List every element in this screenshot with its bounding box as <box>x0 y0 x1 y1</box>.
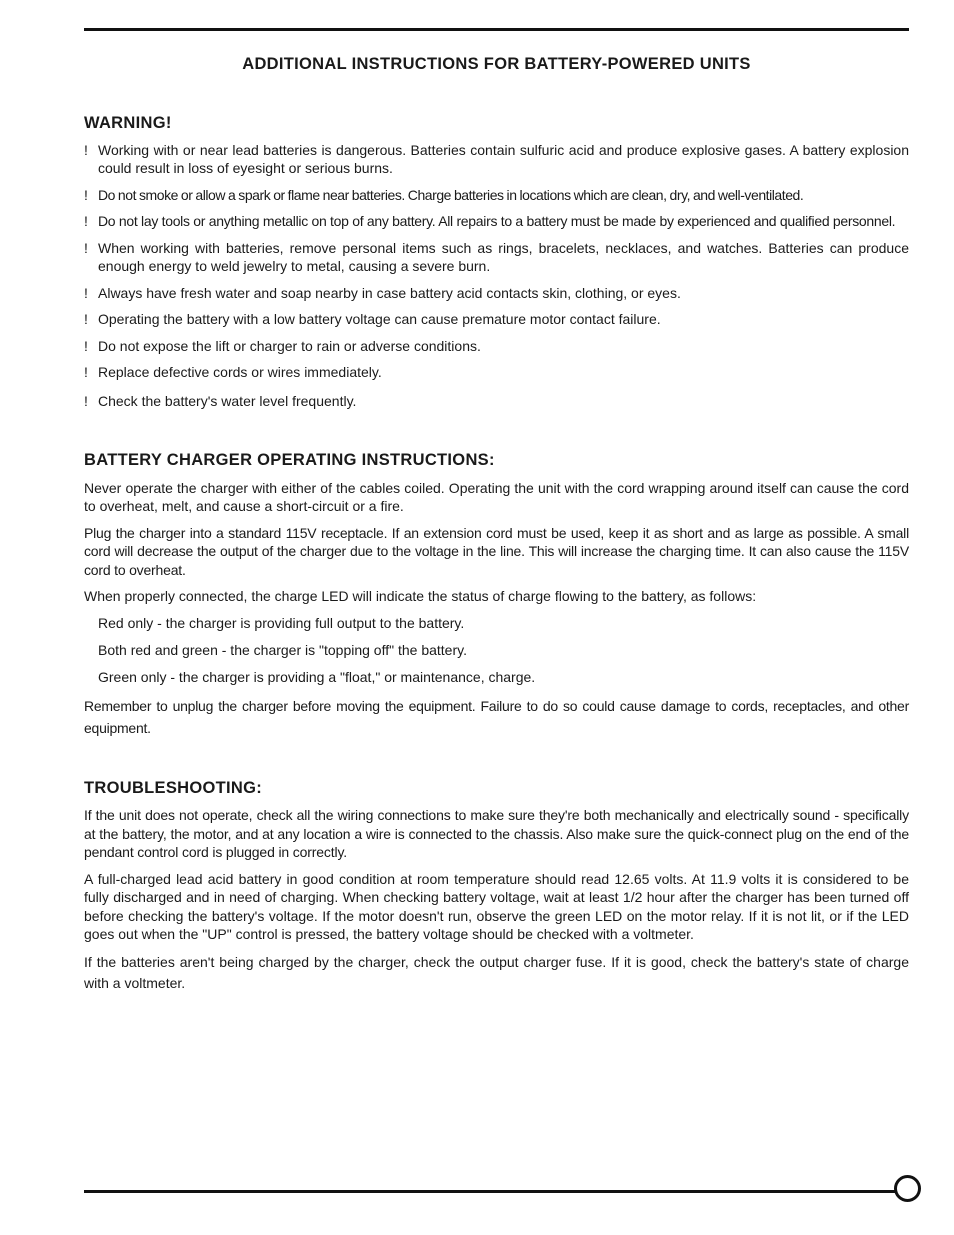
warning-heading: WARNING! <box>84 114 172 132</box>
warning-item-text: Do not expose the lift or charger to rain or adverse conditions. <box>98 337 481 354</box>
charger-heading: BATTERY CHARGER OPERATING INSTRUCTIONS: <box>84 451 495 469</box>
warning-list <box>84 141 909 411</box>
bullet-glyph: ! <box>84 186 88 203</box>
list-item <box>84 310 909 329</box>
warning-item-text: Always have fresh water and soap nearby in case battery acid contacts skin, clothing, or eyes. <box>98 284 681 301</box>
warning-section <box>84 114 909 410</box>
list-item <box>84 186 909 205</box>
list-item <box>84 212 909 231</box>
troubleshooting-paragraph: A full-charged lead acid battery in good condition at room temperature should read 12.65 volts. At 11.9 volts it is considered to be fully discharged and in need of charging. When checking battery voltage, wait at least 1/2 hour after the charger has been turned off before checking the battery's voltage. If the motor doesn't run, observe the green LED on the motor relay. If it is not lit, or if the LED goes out when the "UP" control is pressed, the battery voltage should be checked with a voltmeter. <box>84 870 909 942</box>
list-item <box>84 392 909 411</box>
led-status-red-green: Both red and green - the charger is "topping off" the battery. <box>98 641 467 658</box>
list-item <box>84 363 909 382</box>
warning-item-text: When working with batteries, remove personal items such as rings, bracelets, necklaces, and watches. Batteries can produce enough energy to weld jewelry to metal, causing a severe burn. <box>98 239 909 274</box>
bullet-glyph: ! <box>84 364 88 380</box>
charger-paragraph: Remember to unplug the charger before moving the equipment. Failure to do so could cause damage to cords, receptacles, and other equipment. <box>84 697 909 736</box>
led-status-green: Green only - the charger is providing a "float," or maintenance, charge. <box>98 668 536 685</box>
bullet-glyph: ! <box>84 239 88 256</box>
list-item <box>84 141 909 178</box>
list-item <box>84 284 909 303</box>
warning-item-text: Replace defective cords or wires immediately. <box>98 364 382 380</box>
bullet-glyph: ! <box>84 311 88 327</box>
bullet-glyph: ! <box>84 337 88 354</box>
bottom-rule <box>84 1190 896 1193</box>
document-body <box>84 114 909 1002</box>
led-status-red: Red only - the charger is providing full output to the battery. <box>98 614 465 631</box>
bullet-glyph: ! <box>84 284 88 301</box>
charger-section <box>84 451 909 739</box>
top-rule <box>84 28 909 31</box>
list-item <box>84 337 909 356</box>
troubleshooting-section <box>84 779 909 994</box>
page-number-circle <box>894 1175 921 1202</box>
document-title: ADDITIONAL INSTRUCTIONS FOR BATTERY-POWERED UNITS <box>242 55 751 73</box>
warning-item-text: Do not smoke or allow a spark or flame near batteries. Charge batteries in locations which are clean, dry, and well-ventilated. <box>98 186 804 203</box>
charger-paragraph: Plug the charger into a standard 115V receptacle. If an extension cord must be used, keep it as short and as large as possible. A small cord will decrease the output of the charger due to the voltage in the line. This will increase the charging time. It can also cause the 115V cord to overheat. <box>84 524 909 578</box>
charger-paragraph: Never operate the charger with either of the cables coiled. Operating the unit with the cord wrapping around itself can cause the cord to overheat, melt, and cause a short-circuit or a fire. <box>84 479 909 514</box>
troubleshooting-paragraph: If the unit does not operate, check all the wiring connections to make sure they're both mechanically and electrically sound - specifically at the battery, the motor, and at any location a wire is connected to the chassis. Also make sure the quick-connect plug on the end of the pendant control cord is plugged in correctly. <box>84 807 909 860</box>
bullet-glyph: ! <box>84 392 88 409</box>
warning-item-text: Working with or near lead batteries is dangerous. Batteries contain sulfuric acid and produce explosive gases. A battery explosion could result in loss of eyesight or serious burns. <box>98 141 909 176</box>
list-item <box>84 239 909 276</box>
warning-item-text: Check the battery's water level frequently. <box>98 392 357 409</box>
warning-item-text: Operating the battery with a low battery voltage can cause premature motor contact failure. <box>98 311 661 327</box>
warning-item-text: Do not lay tools or anything metallic on top of any battery. All repairs to a battery must be made by experienced and qualified personnel. <box>98 213 896 229</box>
troubleshooting-paragraph: If the batteries aren't being charged by the charger, check the output charger fuse. If it is good, check the battery's state of charge with a voltmeter. <box>84 953 909 991</box>
bullet-glyph: ! <box>84 213 88 229</box>
troubleshooting-heading: TROUBLESHOOTING: <box>84 778 263 797</box>
charger-paragraph: When properly connected, the charge LED will indicate the status of charge flowing to the battery, as follows: <box>84 588 757 604</box>
bullet-glyph: ! <box>84 141 88 158</box>
